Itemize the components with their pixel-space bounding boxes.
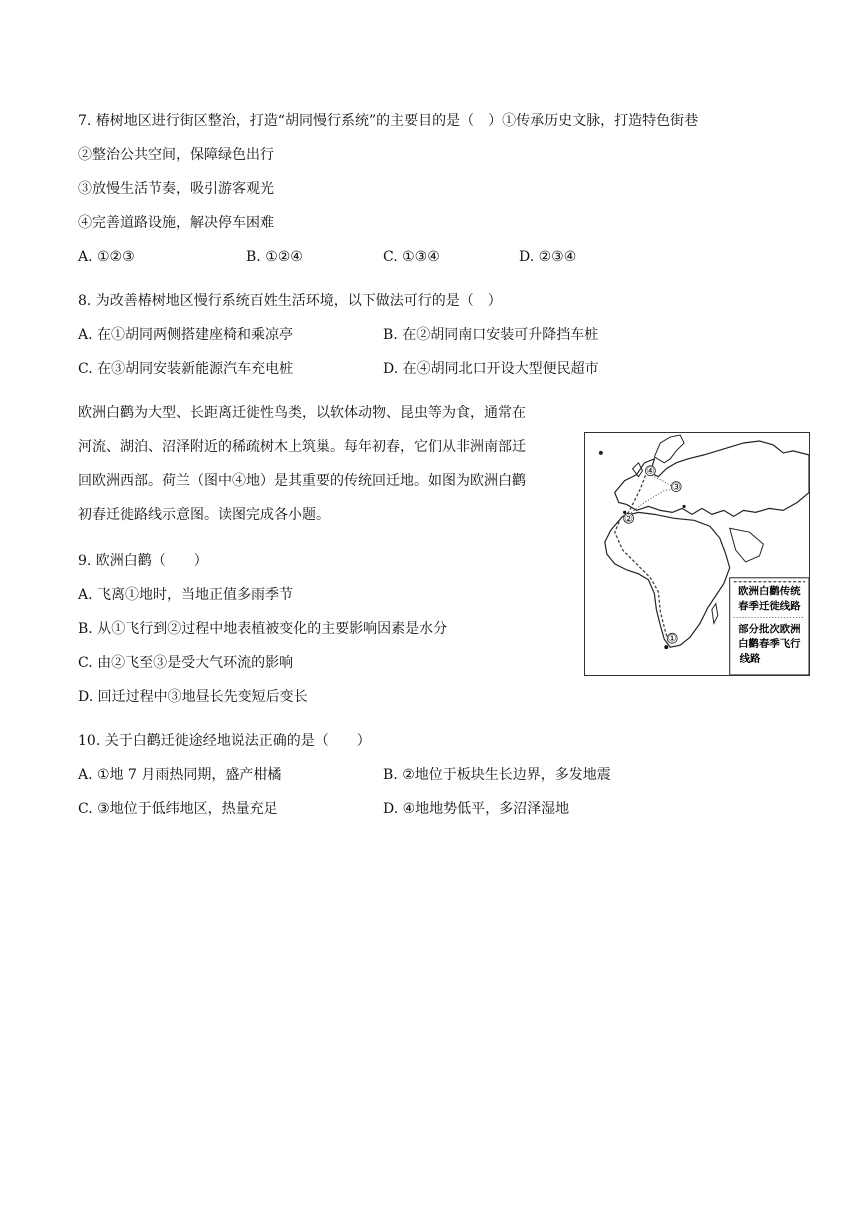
q9-option-c: C. 由②飞至③是受大气环流的影响 [78,655,294,671]
passage-line: 河流、湖泊、沼泽附近的稀疏树木上筑巢。每年初春，它们从非洲南部迁 [78,439,526,455]
marker-2 [623,511,634,525]
scandinavia [654,435,684,463]
marker-3 [671,482,685,508]
legend-partial-line1: 部分批次欧洲 [738,623,801,636]
q7-item-2: ②整治公共空间，保障绿色出行 [78,147,274,163]
q9-option-a: A. 飞离①地时，当地正值多雨季节 [78,587,294,603]
passage-line: 欧洲白鹳为大型、长距离迁徙性鸟类，以软体动物、昆虫等为食，通常在 [78,405,526,421]
marker-3-label: ③ [671,482,681,494]
q7-stem: 7. 椿树地区进行街区整治，打造“胡同慢行系统”的主要目的是（ ）①传承历史文脉，打造特色街巷 [78,113,699,129]
q7-option-b: B. ①②④ [246,249,303,265]
marker-1-label: ① [667,633,677,645]
iceland [599,451,603,455]
legend-partial-line2: 白鹳春季飞行 [738,638,801,651]
q8-option-c: C. 在③胡同安装新能源汽车充电桩 [78,361,294,377]
q10-option-c: C. ③地位于低纬地区，热量充足 [78,801,278,817]
legend-partial-line3: 线路 [739,653,761,666]
q7-option-a: A. ①②③ [78,249,135,265]
q10-option-a: A. ①地 7 月雨热同期，盛产柑橘 [78,767,282,783]
q7-option-d: D. ②③④ [519,249,577,265]
passage-line: 初春迁徙路线示意图。读图完成各小题。 [78,507,330,523]
q9-option-b: B. 从①飞行到②过程中地表植被变化的主要影响因素是水分 [78,621,448,637]
q8-option-b: B. 在②胡同南口安装可升降挡车桩 [383,327,599,343]
madagascar [712,604,718,624]
arabian-peninsula [730,528,764,562]
africa-landmass [605,512,730,647]
passage-line: 回欧洲西部。荷兰（图中④地）是其重要的传统回迁地。如图为欧洲白鹳 [78,473,526,489]
q10-option-b: B. ②地位于板块生长边界，多发地震 [383,767,611,783]
q7-item-3: ③放慢生活节奏，吸引游客观光 [78,181,274,197]
british-isles [633,463,643,477]
q10-option-d: D. ④地地势低平，多沼泽湿地 [383,801,570,817]
q7-item-4: ④完善道路设施，解决停车困难 [78,215,274,231]
marker-4-label: ④ [645,466,655,478]
traditional-route [615,473,669,641]
q10-stem: 10. 关于白鹳迁徙途经地说法正确的是（ ） [78,733,371,749]
migration-route-map [584,432,810,676]
q8-stem: 8. 为改善椿树地区慢行系统百姓生活环境，以下做法可行的是（ ） [78,293,502,309]
map-legend [730,578,809,675]
q9-option-d: D. 回迁过程中③地昼长先变短后变长 [78,689,308,705]
passage [78,396,568,532]
legend-traditional-line2: 春季迁徙线路 [738,600,801,613]
q9-stem: 9. 欧洲白鹳（ ） [78,553,208,569]
marker-2-label: ② [624,513,634,525]
legend-traditional-line1: 欧洲白鹳传统 [738,585,801,598]
europe-landmass [615,441,809,516]
q8-option-a: A. 在①胡同两侧搭建座椅和乘凉亭 [78,327,294,343]
q7-option-c: C. ①③④ [383,249,440,265]
q8-option-d: D. 在④胡同北口开设大型便民超市 [383,361,599,377]
marker-4 [645,466,655,477]
